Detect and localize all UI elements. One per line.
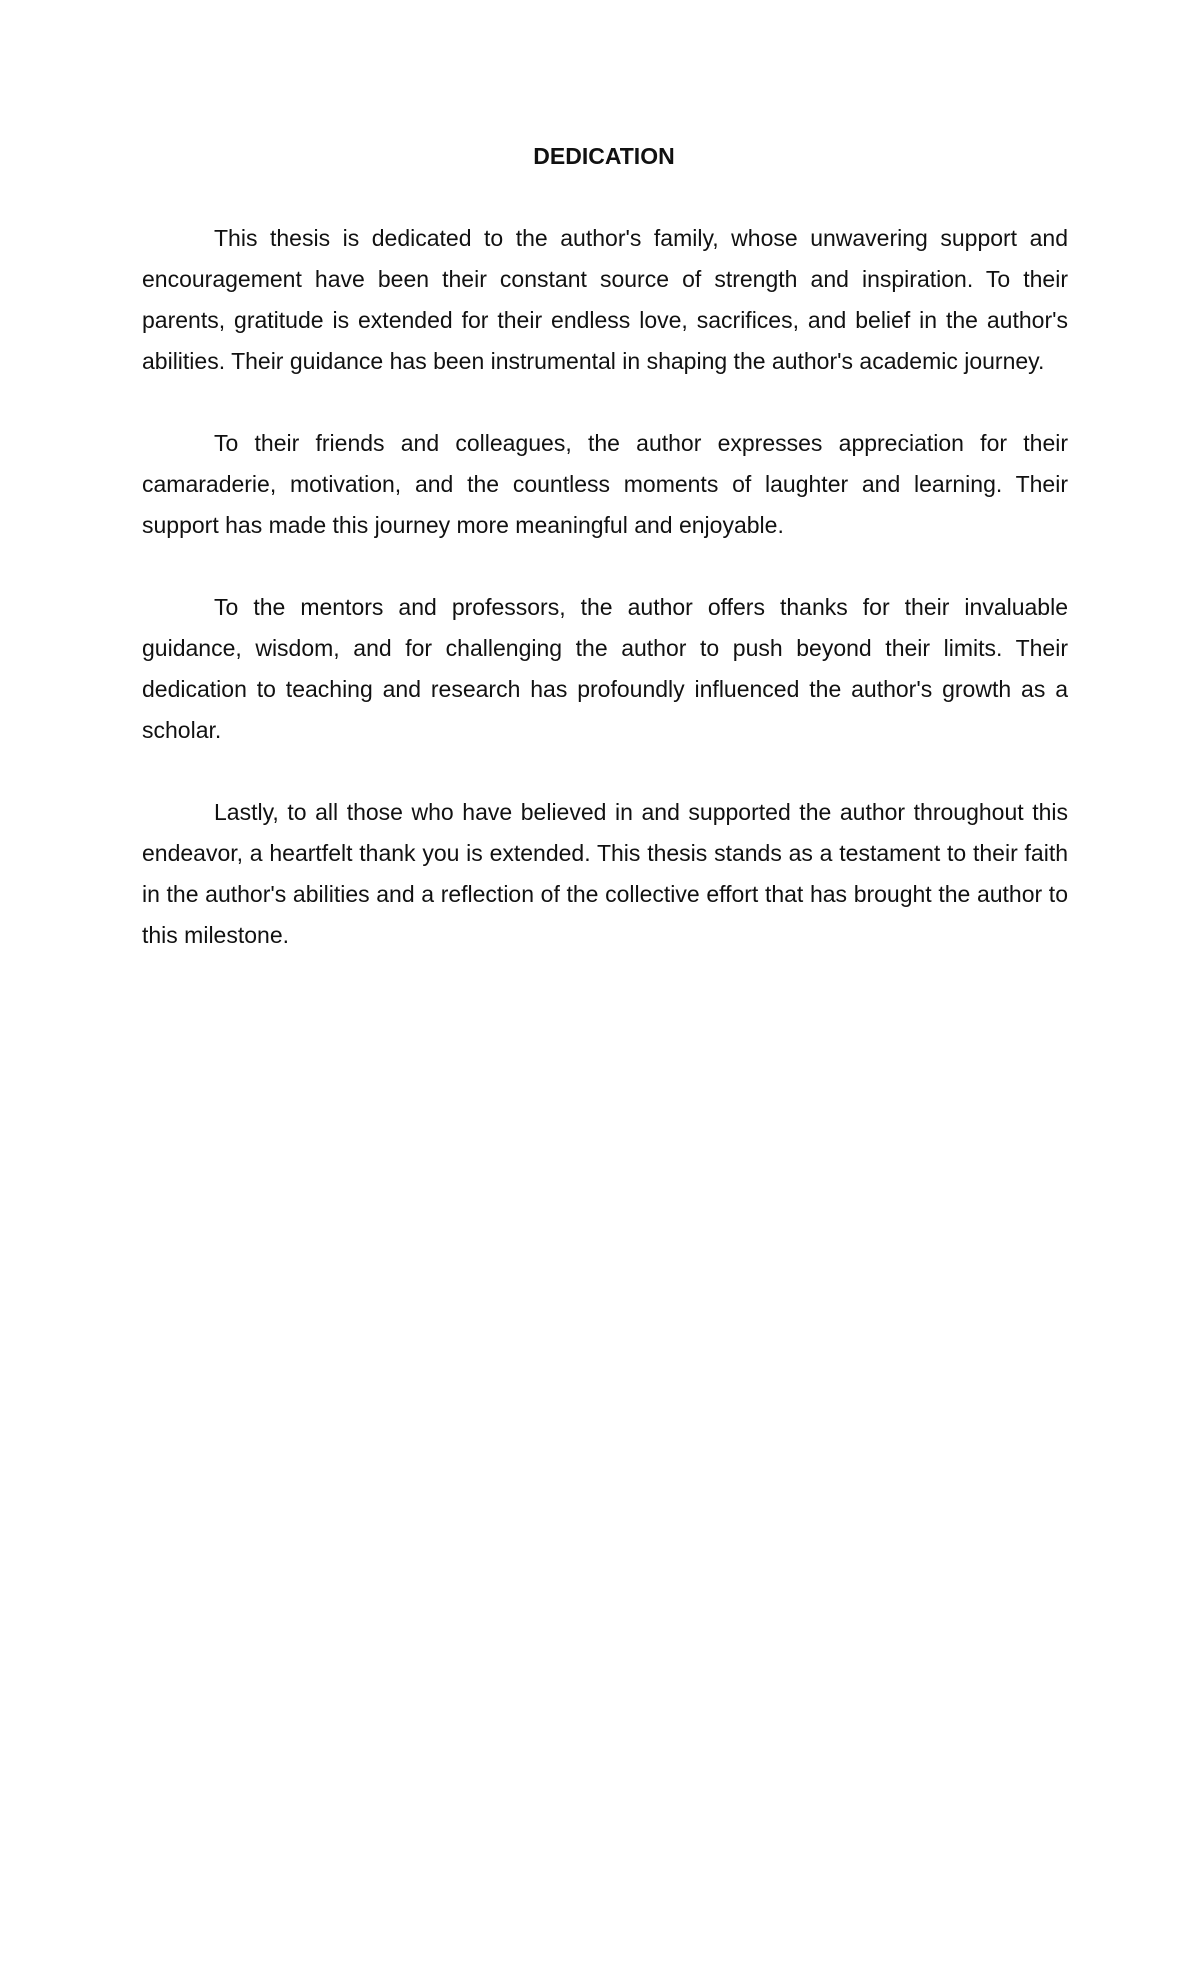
page-title: DEDICATION <box>533 143 675 169</box>
paragraph-closing: Lastly, to all those who have believed in and supported the author throughout this endeavor, a heartfelt thank you is extended. This thesis stands as a testament to their faith in the author's abilities and a reflection of the collective effort that has brought the author to this milestone. <box>142 799 1068 948</box>
dedication-body <box>142 218 1068 997</box>
paragraph-mentors: To the mentors and professors, the author offers thanks for their invaluable guidance, wisdom, and for challenging the author to push beyond their limits. Their dedication to teaching and research has profoundly influenced the author's growth as a scholar. <box>142 594 1068 743</box>
paragraph-family: This thesis is dedicated to the author's family, whose unwavering support and encouragement have been their constant source of strength and inspiration. To their parents, gratitude is extended for their endless love, sacrifices, and belief in the author's abilities. Their guidance has been instrumental in shaping the author's academic journey. <box>142 225 1068 374</box>
paragraph-friends: To their friends and colleagues, the author expresses appreciation for their camaraderie, motivation, and the countless moments of laughter and learning. Their support has made this journey more meaningful and enjoyable. <box>142 430 1068 538</box>
